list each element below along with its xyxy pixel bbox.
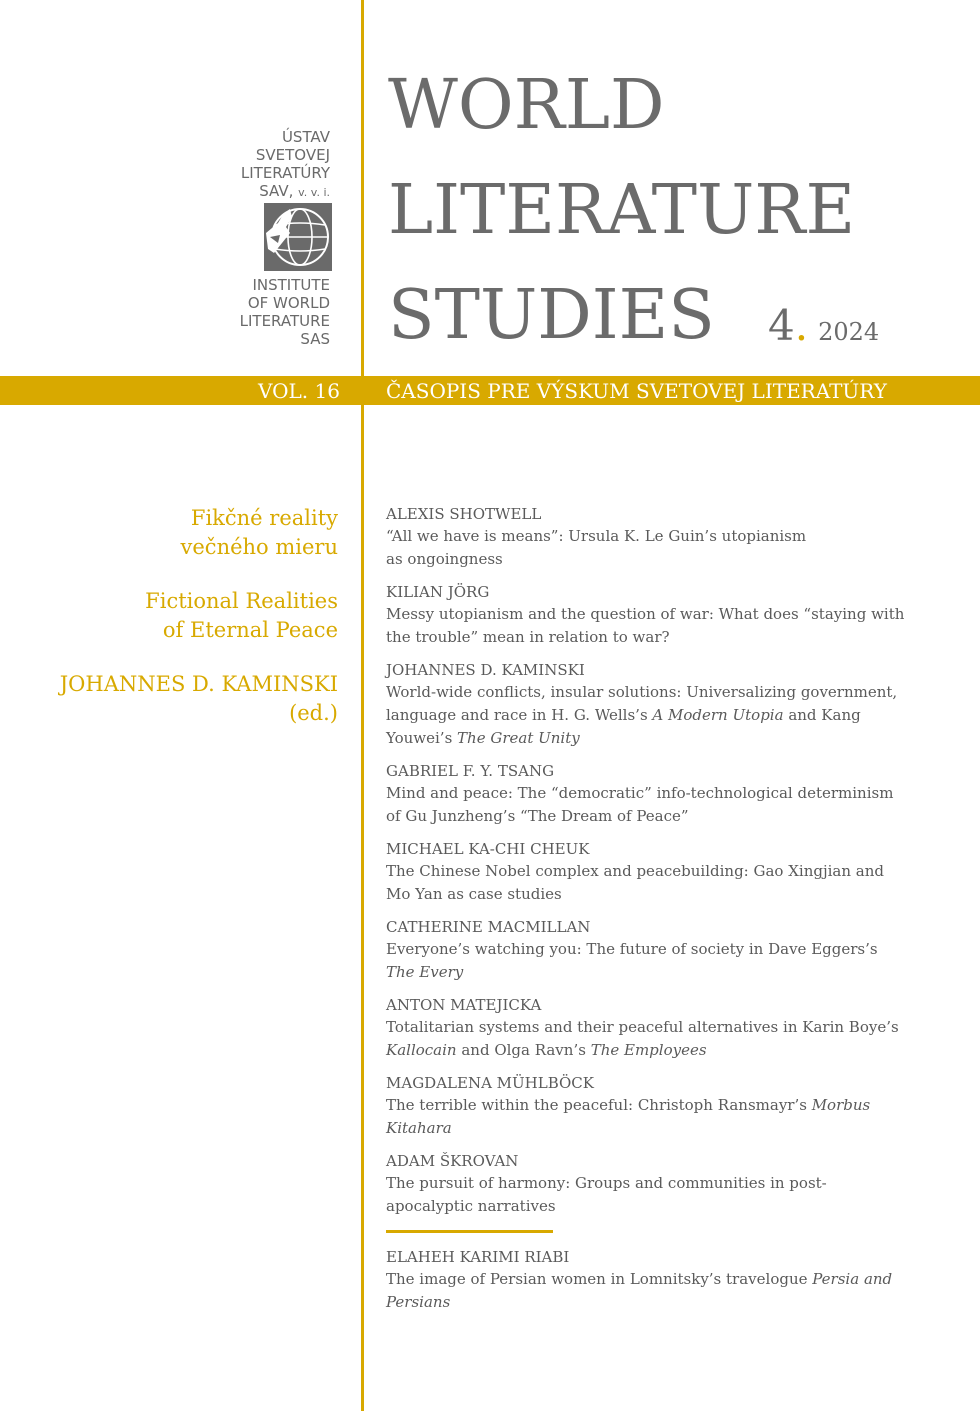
editor-name: JOHANNES D. KAMINSKI	[59, 672, 338, 696]
toc-entry	[386, 582, 906, 649]
toc-author: ANTON MATEJICKA	[386, 996, 542, 1014]
toc-author: MAGDALENA MÜHLBÖCK	[386, 1074, 594, 1092]
theme-line: večného mieru	[180, 535, 338, 559]
toc-title: Everyone’s watching you: The future of society in Dave Eggers’s The Every	[386, 940, 878, 981]
institute-suffix: v. v. i.	[298, 186, 330, 199]
toc-title: Mind and peace: The “democratic” info-technological determinism of Gu Junzheng’s “The Dream of Peace”	[386, 784, 894, 825]
globe-figure-logo-icon	[264, 203, 332, 271]
vertical-rule	[361, 0, 364, 1411]
toc-entry	[386, 1247, 906, 1314]
editor	[60, 670, 338, 728]
institute-line: SAV,	[259, 182, 294, 200]
journal-title-line-2: LITERATURE	[388, 171, 856, 250]
toc-entry	[386, 839, 906, 906]
institute-line: SVETOVEJ	[255, 146, 330, 164]
theme-line: Fictional Realities	[145, 589, 338, 613]
toc-title: The pursuit of harmony: Groups and communities in post- apocalyptic narratives	[386, 1174, 827, 1215]
institute-name-en	[240, 276, 330, 348]
toc-entry	[386, 1073, 906, 1140]
institute-line: ÚSTAV	[281, 128, 330, 146]
theme-title-en	[145, 587, 338, 645]
institute-line: LITERATÚRY	[240, 164, 330, 182]
institute-line: LITERATURE	[239, 312, 330, 330]
issue-year: 2024	[818, 318, 880, 346]
institute-line: OF WORLD	[247, 294, 330, 312]
toc-entry	[386, 995, 906, 1062]
toc-title: Totalitarian systems and their peaceful alternatives in Karin Boye’s Kallocain and Olga Ravn’s The Employees	[386, 1018, 899, 1059]
toc-author: ELAHEH KARIMI RIABI	[386, 1248, 570, 1266]
institute-name-sk	[241, 128, 330, 202]
theme-title-sk	[181, 504, 338, 562]
toc-author: ALEXIS SHOTWELL	[386, 505, 542, 523]
toc-entry	[386, 660, 906, 750]
editor-role: (ed.)	[289, 701, 338, 725]
section-divider	[386, 1230, 553, 1233]
journal-subtitle: ČASOPIS PRE VÝSKUM SVETOVEJ LITERATÚRY	[386, 379, 887, 403]
volume-label: VOL. 16	[258, 379, 340, 403]
toc-title: Messy utopianism and the question of war: What does “staying with the trouble” mean in relation to war?	[386, 605, 905, 646]
toc-entry	[386, 917, 906, 984]
toc-author: GABRIEL F. Y. TSANG	[386, 762, 555, 780]
toc-title: The Chinese Nobel complex and peacebuilding: Gao Xingjian and Mo Yan as case studies	[386, 862, 884, 903]
theme-line: of Eternal Peace	[162, 618, 338, 642]
institute-line: SAS	[300, 330, 330, 348]
toc-author: CATHERINE MACMILLAN	[386, 918, 591, 936]
toc-title: The terrible within the peaceful: Christoph Ransmayr’s Morbus Kitahara	[386, 1096, 871, 1137]
issue-dot: .	[794, 301, 809, 350]
issue-number	[768, 301, 879, 350]
toc-author: ADAM ŠKROVAN	[386, 1152, 519, 1170]
toc-entry	[386, 1151, 906, 1218]
toc-entry	[386, 761, 906, 828]
issue-number-value: 4	[768, 301, 795, 350]
journal-title-line-1: WORLD	[388, 66, 665, 145]
toc-title: The image of Persian women in Lomnitsky’s travelogue Persia and Persians	[386, 1270, 893, 1311]
toc-author: JOHANNES D. KAMINSKI	[386, 661, 585, 679]
toc-title: “All we have is means”: Ursula K. Le Guin’s utopianism as ongoingness	[386, 527, 807, 568]
theme-line: Fikčné reality	[190, 506, 338, 530]
institute-line: INSTITUTE	[252, 276, 330, 294]
toc-author: KILIAN JÖRG	[386, 583, 490, 601]
toc-author: MICHAEL KA-CHI CHEUK	[386, 840, 590, 858]
table-of-contents	[386, 504, 906, 1325]
toc-entry	[386, 504, 906, 571]
toc-title: World-wide conflicts, insular solutions: Universalizing government, language and race in H. G. Wells’s A Modern Utopia and Kang Youwei’s The Great Unity	[386, 683, 898, 747]
journal-title-line-3: STUDIES	[388, 276, 715, 355]
